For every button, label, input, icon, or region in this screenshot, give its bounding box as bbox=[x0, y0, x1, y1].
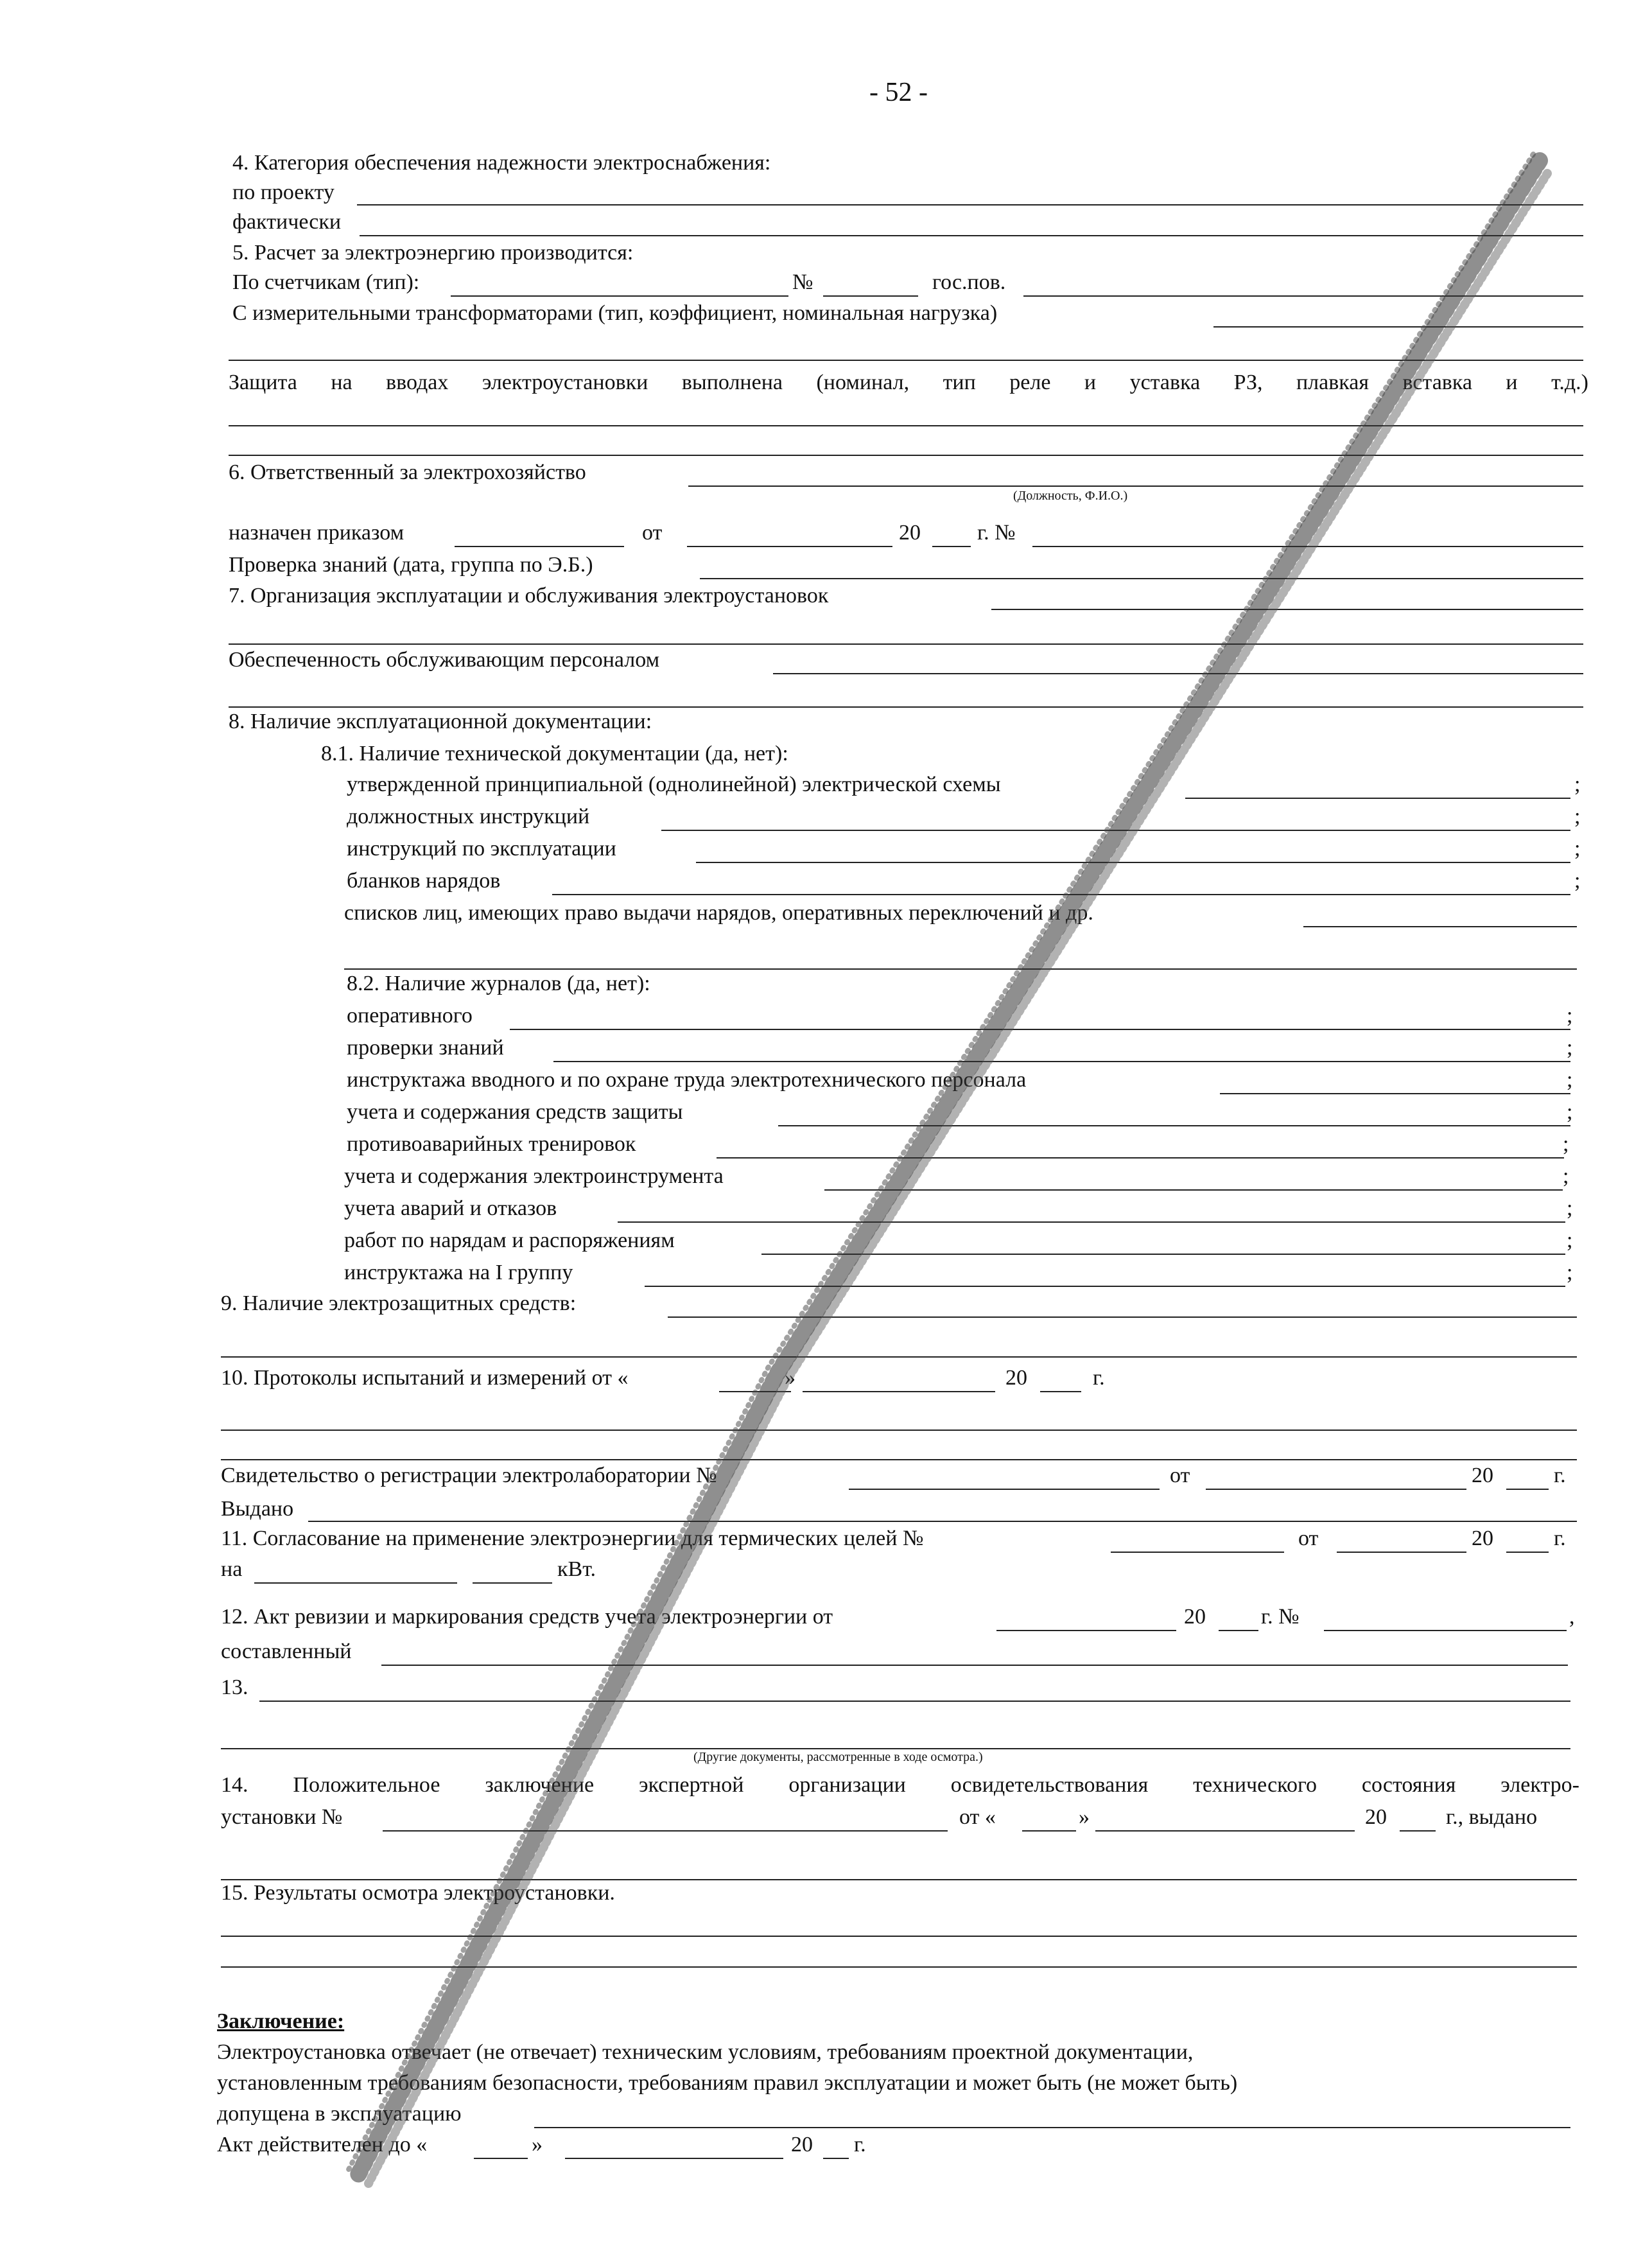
s5-protection-label: Защита на вводах электроустановки выполнена (номинал, тип реле и уставка РЗ, плавкая вставка и т.д.) bbox=[229, 371, 1588, 394]
s8-doc-label: бланков нарядов bbox=[347, 869, 501, 893]
s6-year-label: 20 bbox=[899, 521, 921, 545]
s11-from: от bbox=[1298, 1526, 1319, 1550]
s8-journal-semicolon: ; bbox=[1563, 1132, 1569, 1156]
s8-doc-semicolon: ; bbox=[1574, 837, 1581, 861]
s14-line1: 14. Положительное заключение экспертной организации освидетельствования технического состояния электро- bbox=[221, 1773, 1579, 1797]
s5-gos-label: гос.пов. bbox=[932, 270, 1006, 294]
s12-composed-label: составленный bbox=[221, 1640, 352, 1663]
s8-journal-label: работ по нарядам и распоряжениям bbox=[344, 1229, 675, 1252]
s8-journal-semicolon: ; bbox=[1567, 1229, 1573, 1252]
s8-doc-label: должностных инструкций bbox=[347, 805, 590, 828]
s6-from-label: от bbox=[642, 521, 663, 545]
conclusion-line: допущена в эксплуатацию bbox=[217, 2102, 462, 2126]
s13-hint: (Другие документы, рассмотренные в ходе осмотра.) bbox=[693, 1750, 983, 1764]
s12-comma: , bbox=[1569, 1605, 1575, 1629]
s10-title: 10. Протоколы испытаний и измерений от « bbox=[221, 1366, 629, 1390]
s8-journal-semicolon: ; bbox=[1567, 1036, 1573, 1060]
page-number: - 52 - bbox=[869, 78, 928, 107]
s8-journal-label: оперативного bbox=[347, 1004, 473, 1028]
s4-actual-label: фактически bbox=[232, 210, 342, 234]
s8-journal-semicolon: ; bbox=[1563, 1164, 1569, 1188]
s8-doc-label: инструкций по эксплуатации bbox=[347, 837, 616, 861]
conclusion-line: Электроустановка отвечает (не отвечает) техническим условиям, требованиям проектной документации, bbox=[217, 2040, 1194, 2064]
s8-journal-label: проверки знаний bbox=[347, 1036, 504, 1060]
s5-meters-label: По счетчикам (тип): bbox=[232, 270, 420, 294]
s15-title: 15. Результаты осмотра электроустановки. bbox=[221, 1881, 615, 1905]
s12-title: 12. Акт ревизии и маркирования средств учета электроэнергии от bbox=[221, 1605, 833, 1629]
s8-journal-semicolon: ; bbox=[1567, 1100, 1573, 1124]
s14-quote-close: » bbox=[1079, 1805, 1090, 1829]
s6-order-label: назначен приказом bbox=[229, 521, 404, 545]
s12-year: 20 bbox=[1184, 1605, 1206, 1629]
s7-staff-label: Обеспеченность обслуживающим персоналом bbox=[229, 648, 660, 672]
s8-sub1: 8.1. Наличие технической документации (да, нет): bbox=[321, 742, 788, 765]
conclusion-line: установленным требованиям безопасности, требованиям правил эксплуатации и может быть (не может быть) bbox=[217, 2071, 1238, 2095]
s8-title: 8. Наличие эксплуатационной документации: bbox=[229, 710, 652, 733]
conclusion-heading: Заключение: bbox=[217, 2009, 345, 2033]
s10-lab-g: г. bbox=[1554, 1464, 1566, 1487]
s5-transformers-label: С измерительными трансформаторами (тип, коэффициент, номинальная нагрузка) bbox=[232, 301, 998, 325]
s8-sub2: 8.2. Наличие журналов (да, нет): bbox=[347, 972, 650, 995]
s12-gnum: г. № bbox=[1261, 1605, 1300, 1629]
s9-title: 9. Наличие электрозащитных средств: bbox=[221, 1291, 577, 1315]
s8-doc-semicolon: ; bbox=[1574, 869, 1581, 893]
s14-from: от « bbox=[959, 1805, 996, 1829]
s6-gnum-label: г. № bbox=[977, 521, 1016, 545]
s10-year: 20 bbox=[1005, 1366, 1027, 1390]
s4-project-label: по проекту bbox=[232, 180, 335, 204]
conclusion-valid-label: Акт действителен до « bbox=[217, 2133, 428, 2156]
s8-journal-semicolon: ; bbox=[1567, 1004, 1573, 1028]
s8-doc-semicolon: ; bbox=[1574, 805, 1581, 828]
s6-knowledge-label: Проверка знаний (дата, группа по Э.Б.) bbox=[229, 553, 593, 577]
s14-install-label: установки № bbox=[221, 1805, 343, 1829]
s11-title: 11. Согласование на применение электроэнергии для термических целей № bbox=[221, 1526, 924, 1550]
s8-doc-label: утвержденной принципиальной (однолинейной) электрической схемы bbox=[347, 773, 1001, 796]
s11-kw: кВт. bbox=[557, 1557, 596, 1581]
conclusion-quote-close: » bbox=[532, 2133, 543, 2156]
s8-journal-label: инструктажа на I группу bbox=[344, 1261, 573, 1284]
conclusion-year: 20 bbox=[791, 2133, 813, 2156]
s7-title: 7. Организация эксплуатации и обслуживания электроустановок bbox=[229, 584, 829, 608]
s10-lab-year: 20 bbox=[1472, 1464, 1493, 1487]
s8-journal-label: противоаварийных тренировок bbox=[347, 1132, 636, 1156]
s5-title: 5. Расчет за электроэнергию производится: bbox=[232, 241, 634, 265]
s8-doc-label: списков лиц, имеющих право выдачи нарядов, оперативных переключений и др. bbox=[344, 901, 1093, 925]
s10-g: г. bbox=[1093, 1366, 1105, 1390]
s10-lab-label: Свидетельство о регистрации электролаборатории № bbox=[221, 1464, 717, 1487]
s4-title: 4. Категория обеспечения надежности электроснабжения: bbox=[232, 151, 771, 175]
s8-journal-semicolon: ; bbox=[1567, 1261, 1573, 1284]
s8-journal-label: учета аварий и отказов bbox=[344, 1196, 557, 1220]
conclusion-g: г. bbox=[854, 2133, 866, 2156]
s13-num: 13. bbox=[221, 1675, 248, 1699]
s6-title: 6. Ответственный за электрохозяйство bbox=[229, 460, 586, 484]
s5-num-label: № bbox=[792, 270, 813, 294]
s8-journal-semicolon: ; bbox=[1567, 1196, 1573, 1220]
s8-journal-semicolon: ; bbox=[1567, 1068, 1573, 1092]
s10-issued-label: Выдано bbox=[221, 1497, 294, 1521]
s8-journal-label: учета и содержания средств защиты bbox=[347, 1100, 683, 1124]
s8-journal-label: учета и содержания электроинструмента bbox=[344, 1164, 724, 1188]
s10-quote-close: » bbox=[785, 1366, 796, 1390]
s14-tail: г., выдано bbox=[1446, 1805, 1538, 1829]
s11-on-label: на bbox=[221, 1557, 243, 1581]
s11-year: 20 bbox=[1472, 1526, 1493, 1550]
s8-doc-semicolon: ; bbox=[1574, 773, 1581, 796]
s8-journal-label: инструктажа вводного и по охране труда электротехнического персонала bbox=[347, 1068, 1027, 1092]
s6-hint: (Должность, Ф.И.О.) bbox=[1013, 489, 1128, 503]
s10-lab-from: от bbox=[1170, 1464, 1190, 1487]
s14-year: 20 bbox=[1365, 1805, 1387, 1829]
s11-g: г. bbox=[1554, 1526, 1566, 1550]
